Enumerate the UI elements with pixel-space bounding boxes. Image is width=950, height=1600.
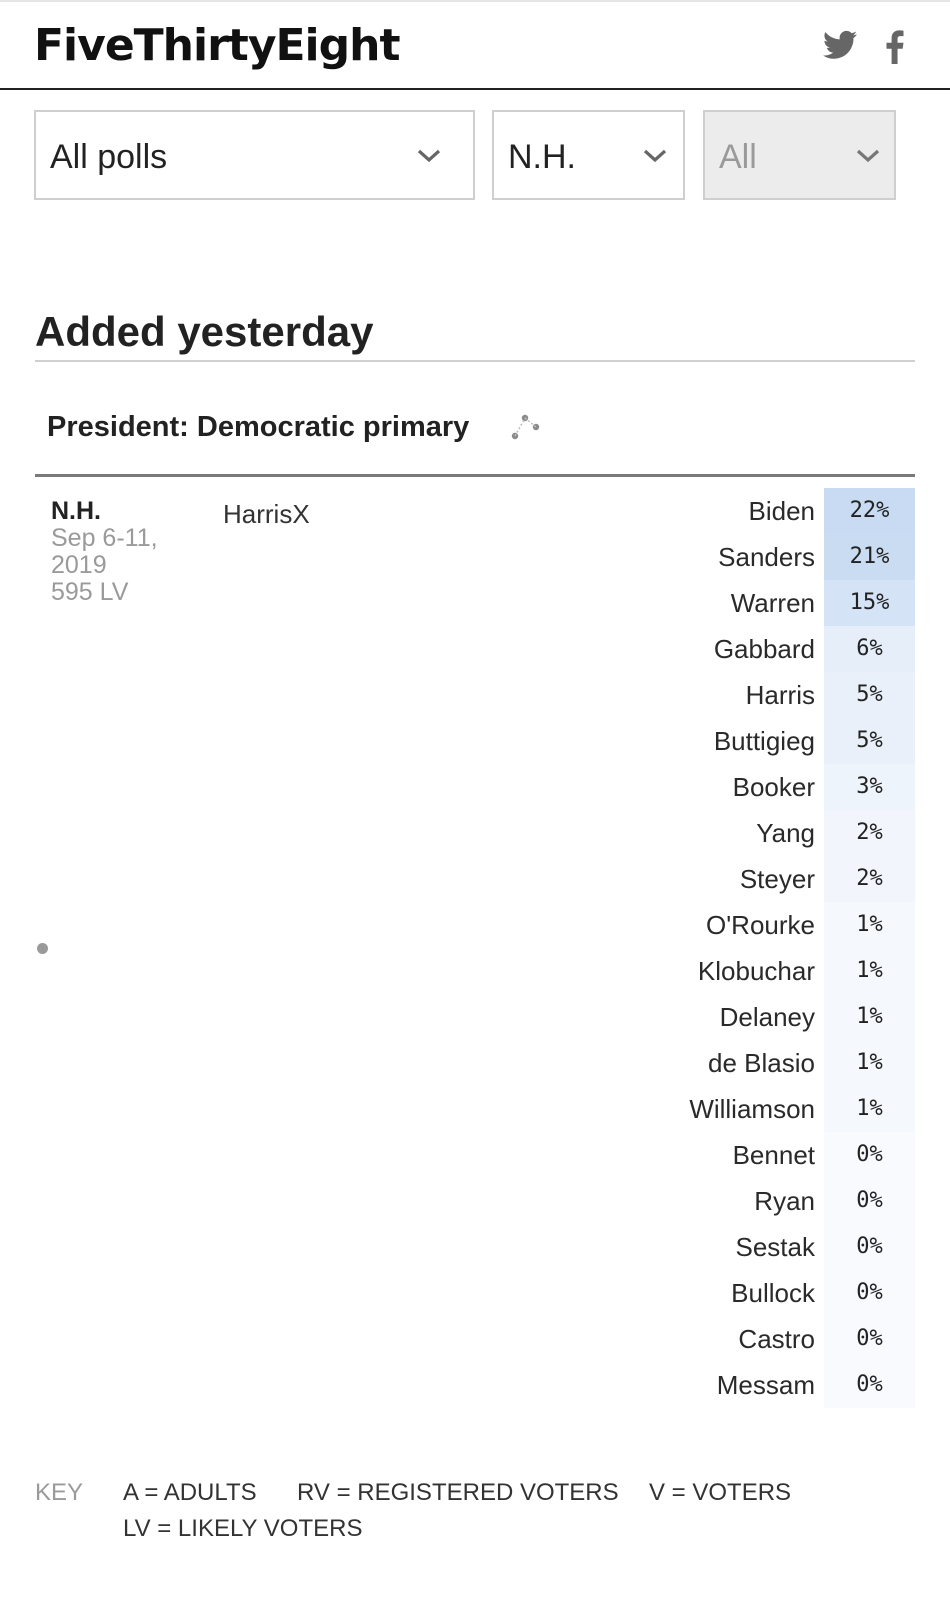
candidate-name: Sanders <box>718 542 815 572</box>
candidate-name: Delaney <box>719 1002 815 1032</box>
poll-meta <box>51 525 158 606</box>
result-row <box>600 1362 915 1408</box>
result-row <box>600 902 915 948</box>
candidate-name: Biden <box>748 496 815 526</box>
chevron-down-icon <box>416 148 442 164</box>
candidate-percent: 5% <box>824 718 915 764</box>
poll-dates: Sep 6-11, <box>51 524 158 552</box>
candidate-name: Klobuchar <box>697 956 815 986</box>
candidate-percent: 2% <box>824 856 915 902</box>
chevron-down-icon <box>855 148 881 164</box>
result-row <box>600 1178 915 1224</box>
candidate-name: Williamson <box>689 1094 815 1124</box>
candidate-name: Ryan <box>754 1186 815 1216</box>
key-label: KEY <box>35 1479 84 1506</box>
candidate-percent: 6% <box>824 626 915 672</box>
candidate-name: Harris <box>745 680 815 710</box>
candidate-name: Steyer <box>739 864 815 894</box>
candidate-percent: 1% <box>824 902 915 948</box>
result-row <box>600 626 915 672</box>
key-item: A = ADULTS <box>123 1479 257 1506</box>
candidate-name: Messam <box>716 1370 815 1400</box>
candidate-name: Warren <box>730 588 815 618</box>
candidate-percent: 1% <box>824 994 915 1040</box>
candidate-percent: 0% <box>824 1270 915 1316</box>
candidate-name: Sestak <box>735 1232 815 1262</box>
result-row <box>600 810 915 856</box>
result-row <box>600 994 915 1040</box>
section-divider <box>35 360 915 362</box>
candidate-name: de Blasio <box>708 1048 815 1078</box>
candidate-percent: 15% <box>824 580 915 626</box>
site-logo[interactable]: FiveThirtyEight <box>34 20 400 71</box>
poll-state: N.H. <box>51 497 101 525</box>
candidate-name: Castro <box>738 1324 815 1354</box>
population-value: All <box>719 138 757 176</box>
result-row <box>600 718 915 764</box>
poll-year: 2019 <box>51 551 107 579</box>
candidate-name: Yang <box>756 818 815 848</box>
candidate-name: Gabbard <box>713 634 815 664</box>
poll-results <box>600 488 915 1408</box>
result-row <box>600 1040 915 1086</box>
result-row <box>600 672 915 718</box>
result-row <box>600 948 915 994</box>
population-select[interactable] <box>703 110 896 200</box>
candidate-percent: 22% <box>824 488 915 534</box>
candidate-percent: 1% <box>824 1086 915 1132</box>
key-item: RV = REGISTERED VOTERS <box>297 1479 619 1506</box>
result-row <box>600 1224 915 1270</box>
chevron-down-icon <box>642 148 668 164</box>
candidate-percent: 2% <box>824 810 915 856</box>
poll-grade-dot <box>37 943 48 954</box>
candidate-percent: 1% <box>824 1040 915 1086</box>
key-item: LV = LIKELY VOTERS <box>123 1515 363 1542</box>
candidate-percent: 0% <box>824 1132 915 1178</box>
candidate-name: Bullock <box>731 1278 815 1308</box>
candidate-percent: 1% <box>824 948 915 994</box>
candidate-name: Booker <box>732 772 815 802</box>
result-row <box>600 1132 915 1178</box>
trend-chart-icon[interactable] <box>511 414 541 440</box>
result-row <box>600 856 915 902</box>
result-row <box>600 1316 915 1362</box>
result-row <box>600 764 915 810</box>
site-header <box>0 2 950 90</box>
race-divider <box>35 474 915 477</box>
poll-type-value: All polls <box>50 138 168 176</box>
result-row <box>600 534 915 580</box>
candidate-percent: 0% <box>824 1224 915 1270</box>
poll-type-select[interactable] <box>34 110 475 200</box>
twitter-icon[interactable] <box>823 30 857 65</box>
race-title[interactable]: President: Democratic primary <box>47 411 470 443</box>
candidate-percent: 5% <box>824 672 915 718</box>
section-title: Added yesterday <box>35 308 374 355</box>
candidate-percent: 0% <box>824 1316 915 1362</box>
result-row <box>600 580 915 626</box>
facebook-icon[interactable] <box>886 30 904 69</box>
result-row <box>600 1086 915 1132</box>
state-select[interactable] <box>492 110 685 200</box>
candidate-percent: 21% <box>824 534 915 580</box>
result-row <box>600 1270 915 1316</box>
poll-sample: 595 LV <box>51 578 129 606</box>
candidate-name: O'Rourke <box>705 910 815 940</box>
candidate-percent: 0% <box>824 1178 915 1224</box>
result-row <box>600 488 915 534</box>
key-item: V = VOTERS <box>649 1479 792 1506</box>
candidate-percent: 3% <box>824 764 915 810</box>
state-value: N.H. <box>508 138 576 176</box>
candidate-name: Buttigieg <box>713 726 815 756</box>
pollster-name[interactable]: HarrisX <box>223 499 310 529</box>
candidate-percent: 0% <box>824 1362 915 1408</box>
candidate-name: Bennet <box>732 1140 815 1170</box>
